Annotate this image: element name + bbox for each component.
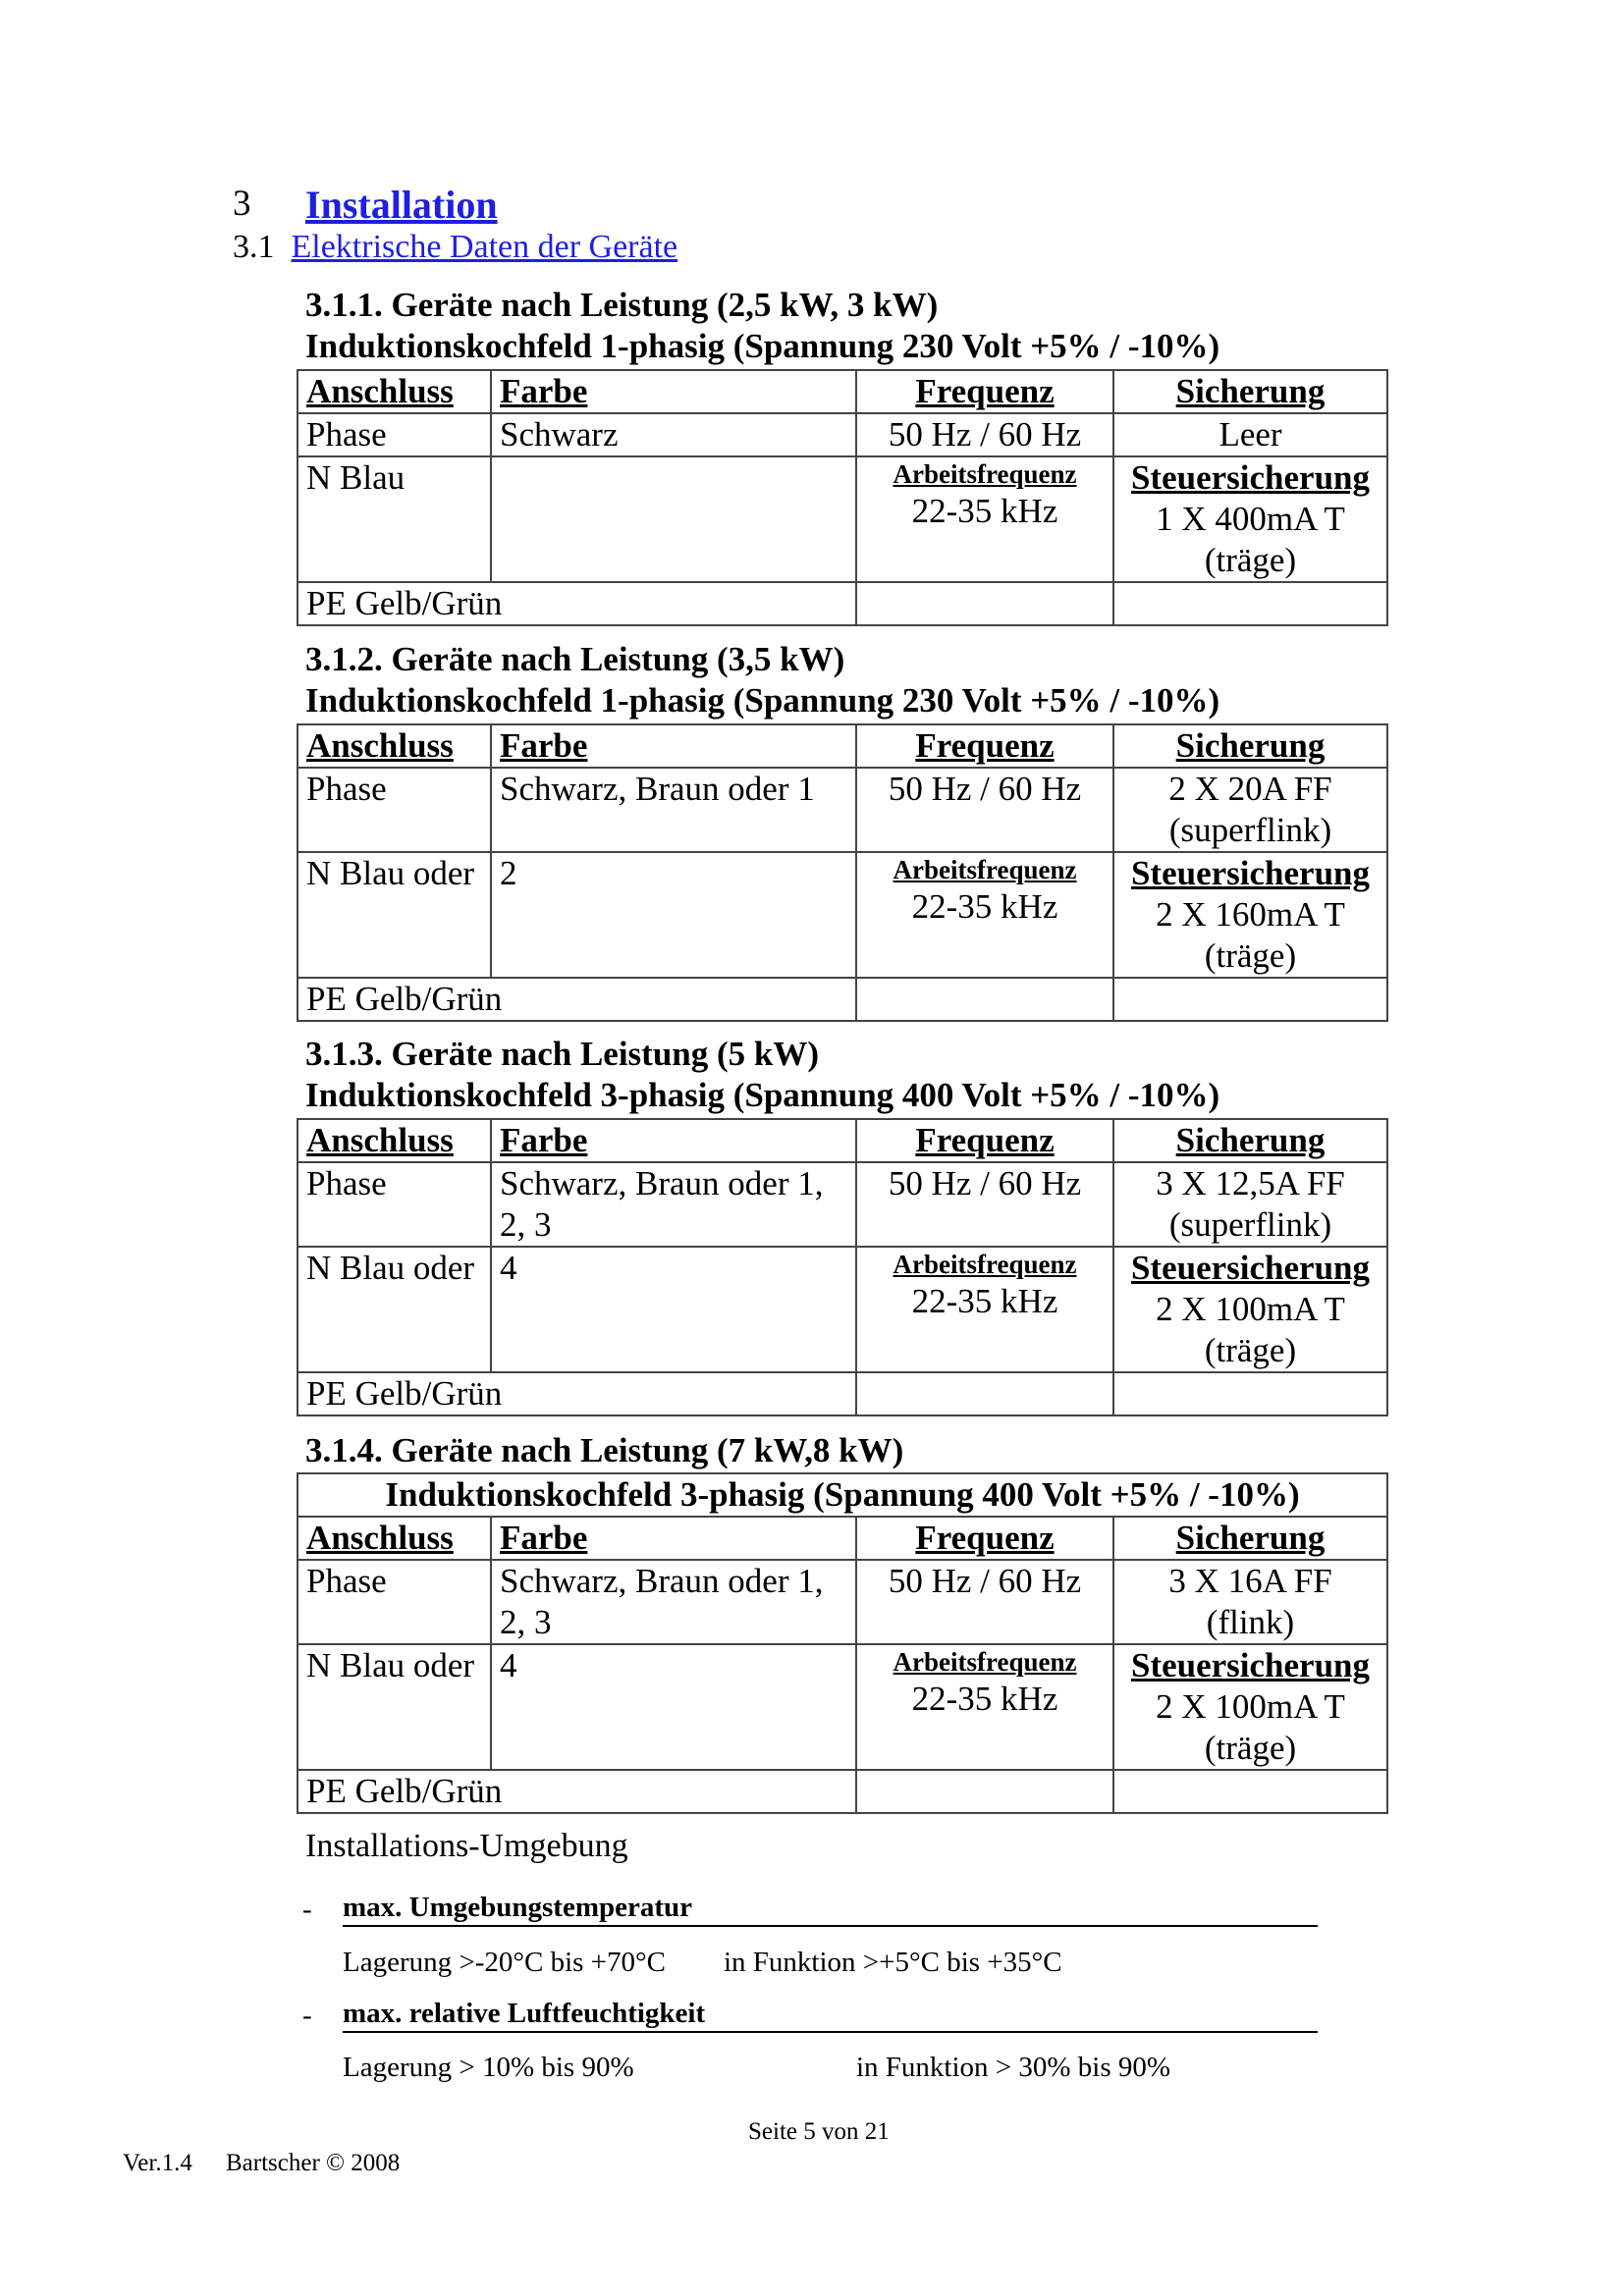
sicherung-cell <box>1113 1247 1387 1372</box>
freq-label: Arbeitsfrequenz <box>893 1647 1077 1677</box>
fuse-value: 2 X 20A FF <box>1168 770 1332 808</box>
table-row <box>298 1372 1387 1415</box>
table-row <box>298 413 1387 456</box>
fuse-value: 1 X 400mA T <box>1156 500 1345 538</box>
subheading[interactable] <box>233 229 677 266</box>
spec-table <box>297 1472 1388 1814</box>
frequenz-cell: 50 Hz / 60 Hz <box>856 1162 1113 1247</box>
table-header-row <box>298 1119 1387 1162</box>
column-header: Frequenz <box>856 1517 1113 1560</box>
frequenz-cell <box>856 1644 1113 1770</box>
freq-value: 22-35 kHz <box>911 492 1058 530</box>
farbe-line: Schwarz, Braun oder 1, <box>500 1164 824 1202</box>
sicherung-cell <box>1113 1560 1387 1644</box>
farbe-cell: Schwarz, Braun oder 1 <box>491 768 856 852</box>
fuse-value: 2 X 100mA T <box>1156 1687 1345 1726</box>
column-header: Farbe <box>491 1517 856 1560</box>
section-subtitle: Induktionskochfeld 3-phasig (Spannung 400 Volt +5% / -10%) <box>305 1076 1220 1114</box>
humidity-operation: in Funktion > 30% bis 90% <box>856 2052 1171 2083</box>
farbe-cell: Schwarz <box>491 413 856 456</box>
sicherung-cell <box>1113 768 1387 852</box>
freq-label: Arbeitsfrequenz <box>893 855 1077 884</box>
section-title: 3.1.1. Geräte nach Leistung (2,5 kW, 3 kW) <box>305 286 939 324</box>
fuse-label: Steuersicherung <box>1130 854 1371 892</box>
sicherung-cell <box>1113 852 1387 978</box>
farbe-line: 2, 3 <box>500 1603 552 1641</box>
column-header: Frequenz <box>856 724 1113 768</box>
sicherung-cell <box>1113 1644 1387 1770</box>
spec-table <box>297 369 1388 626</box>
underline-rule <box>343 1925 1318 1927</box>
farbe-cell: 2 <box>491 852 856 978</box>
underline-rule <box>343 2031 1318 2033</box>
fuse-note: (superflink) <box>1168 1205 1332 1244</box>
section-subtitle: Induktionskochfeld 1-phasig (Spannung 230 Volt +5% / -10%) <box>305 681 1220 720</box>
bullet: - <box>302 1894 312 1925</box>
section-subtitle: Induktionskochfeld 3-phasig (Spannung 400 Volt +5% / -10%) <box>298 1473 1387 1517</box>
farbe-line: 2, 3 <box>500 1205 552 1244</box>
fuse-label: Steuersicherung <box>1130 458 1371 497</box>
freq-label: Arbeitsfrequenz <box>893 459 1077 489</box>
farbe-line: Schwarz, Braun oder 1, <box>500 1562 824 1600</box>
table-row <box>298 852 1387 978</box>
temperature-storage: Lagerung >-20°C bis +70°C <box>343 1947 666 1978</box>
fuse-note: (träge) <box>1204 541 1297 579</box>
anschluss-cell: PE Gelb/Grün <box>298 1372 856 1415</box>
section-title: 3.1.3. Geräte nach Leistung (5 kW) <box>305 1035 820 1073</box>
sicherung-cell <box>1113 456 1387 582</box>
temperature-label: max. Umgebungstemperatur <box>343 1892 693 1923</box>
table-row <box>298 1644 1387 1770</box>
section-subtitle: Induktionskochfeld 1-phasig (Spannung 230 Volt +5% / -10%) <box>305 327 1220 365</box>
column-header: Anschluss <box>298 370 491 413</box>
fuse-label: Steuersicherung <box>1130 1646 1371 1684</box>
frequenz-cell <box>856 1247 1113 1372</box>
anschluss-cell: Phase <box>298 413 491 456</box>
table-header-row <box>298 370 1387 413</box>
frequenz-cell <box>856 852 1113 978</box>
spec-table <box>297 1118 1388 1416</box>
column-header: Anschluss <box>298 1119 491 1162</box>
farbe-cell: 4 <box>491 1644 856 1770</box>
environment-title: Installations-Umgebung <box>305 1828 628 1864</box>
table-row <box>298 1770 1387 1813</box>
frequenz-cell: 50 Hz / 60 Hz <box>856 768 1113 852</box>
table-row <box>298 1560 1387 1644</box>
column-header: Sicherung <box>1113 1119 1387 1162</box>
fuse-value: 3 X 16A FF <box>1168 1562 1332 1600</box>
fuse-value: 2 X 160mA T <box>1156 895 1345 934</box>
anschluss-cell: N Blau oder <box>298 1247 491 1372</box>
table-header-row <box>298 1517 1387 1560</box>
farbe-cell <box>491 1560 856 1644</box>
anschluss-cell: Phase <box>298 768 491 852</box>
column-header: Sicherung <box>1113 370 1387 413</box>
table-row <box>298 1162 1387 1247</box>
column-header: Farbe <box>491 1119 856 1162</box>
heading-number: 3 <box>233 184 251 224</box>
footer-copyright: Bartscher © 2008 <box>226 2150 401 2176</box>
freq-value: 22-35 kHz <box>911 1680 1058 1718</box>
farbe-cell <box>491 456 856 582</box>
fuse-note: (träge) <box>1204 936 1297 975</box>
column-header: Farbe <box>491 370 856 413</box>
column-header: Frequenz <box>856 1119 1113 1162</box>
anschluss-cell: N Blau oder <box>298 1644 491 1770</box>
subheading-link[interactable]: Elektrische Daten der Geräte <box>291 229 678 265</box>
temperature-operation: in Funktion >+5°C bis +35°C <box>724 1947 1062 1978</box>
fuse-label: Steuersicherung <box>1130 1249 1371 1287</box>
subheading-number: 3.1 <box>233 229 275 265</box>
fuse-value: 3 X 12,5A FF <box>1156 1164 1345 1202</box>
fuse-note: (flink) <box>1206 1603 1295 1641</box>
freq-value: 22-35 kHz <box>911 1282 1058 1320</box>
anschluss-cell: Phase <box>298 1162 491 1247</box>
column-header: Anschluss <box>298 724 491 768</box>
bullet: - <box>302 2000 312 2031</box>
table-row <box>298 456 1387 582</box>
table-row <box>298 1247 1387 1372</box>
page-number: Seite 5 von 21 <box>748 2118 890 2145</box>
frequenz-cell <box>856 456 1113 582</box>
freq-value: 22-35 kHz <box>911 887 1058 926</box>
humidity-storage: Lagerung > 10% bis 90% <box>343 2052 634 2083</box>
column-header: Anschluss <box>298 1517 491 1560</box>
anschluss-cell: N Blau <box>298 456 491 582</box>
anschluss-cell: PE Gelb/Grün <box>298 978 856 1021</box>
heading-title[interactable]: Installation <box>305 183 498 227</box>
fuse-value: 2 X 100mA T <box>1156 1290 1345 1328</box>
frequenz-cell: 50 Hz / 60 Hz <box>856 413 1113 456</box>
column-header: Frequenz <box>856 370 1113 413</box>
section-title: 3.1.2. Geräte nach Leistung (3,5 kW) <box>305 640 845 678</box>
section-title: 3.1.4. Geräte nach Leistung (7 kW,8 kW) <box>305 1431 904 1469</box>
frequenz-cell: 50 Hz / 60 Hz <box>856 1560 1113 1644</box>
sicherung-cell <box>1113 1162 1387 1247</box>
anschluss-cell: Phase <box>298 1560 491 1644</box>
table-row <box>298 768 1387 852</box>
fuse-note: (träge) <box>1204 1331 1297 1369</box>
spec-table <box>297 723 1388 1022</box>
footer-version: Ver.1.4 <box>123 2150 192 2176</box>
farbe-cell: 4 <box>491 1247 856 1372</box>
anschluss-cell: PE Gelb/Grün <box>298 1770 856 1813</box>
anschluss-cell: PE Gelb/Grün <box>298 582 856 625</box>
fuse-note: (träge) <box>1204 1729 1297 1767</box>
farbe-cell <box>491 1162 856 1247</box>
column-header: Sicherung <box>1113 724 1387 768</box>
humidity-label: max. relative Luftfeuchtigkeit <box>343 1998 706 2029</box>
table-row <box>298 978 1387 1021</box>
sicherung-cell: Leer <box>1113 413 1387 456</box>
table-title-row <box>298 1473 1387 1517</box>
anschluss-cell: N Blau oder <box>298 852 491 978</box>
fuse-note: (superflink) <box>1168 811 1332 849</box>
freq-label: Arbeitsfrequenz <box>893 1250 1077 1279</box>
table-row <box>298 582 1387 625</box>
column-header: Sicherung <box>1113 1517 1387 1560</box>
table-header-row <box>298 724 1387 768</box>
column-header: Farbe <box>491 724 856 768</box>
